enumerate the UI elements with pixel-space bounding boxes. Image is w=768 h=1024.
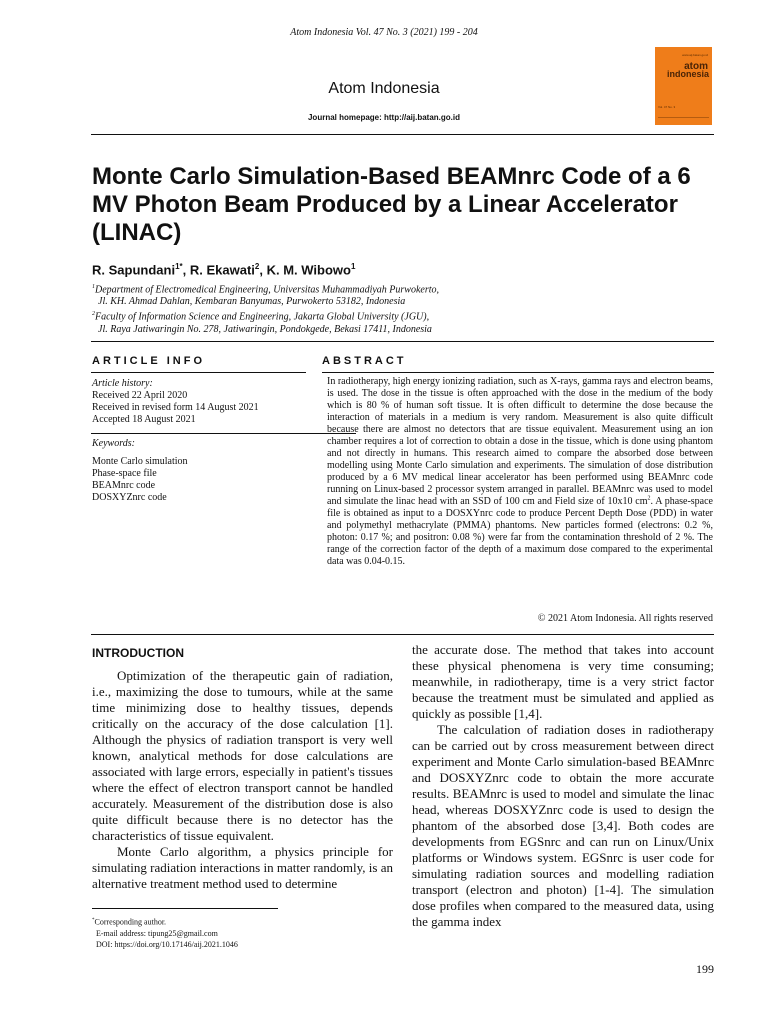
- page-number: 199: [696, 962, 714, 976]
- author-separator: ,: [259, 262, 267, 278]
- body-paragraph: Optimization of the therapeutic gain of radiation, i.e., maximizing the dose to tumours, while at the same time minimizing dose to healthy tissues, depends critically on the accuracy of the dose calculation [1]. Although the physics of radiation transport is very well known, analytical methods for dose calculations are associated with large errors, especially in patient's tissues where the effect of electron transport cannot be handled accurately. Measurement of the distribution dose is also quite difficult because there is no detector has the characteristics of tissue equivalent.: [92, 668, 393, 843]
- footnote-email: E-mail address: tipung25@gmail.com: [96, 928, 218, 938]
- affiliation-text: Jl. KH. Ahmad Dahlan, Kembaran Banyumas, Purwokerto 53182, Indonesia: [98, 296, 406, 308]
- footnote-corresponding: [92, 915, 238, 928]
- copyright: © 2021 Atom Indonesia. All rights reserved: [537, 613, 713, 624]
- affiliations: [92, 281, 712, 336]
- author-affiliation-mark: 1*: [175, 262, 183, 271]
- body-paragraph: the accurate dose. The method that takes into account these physical phenomena is very time consuming; meanwhile, in radiotherapy, time is a very strict factor because the treatment must be simulated and applied as quickly as possible [1,4].: [412, 642, 714, 721]
- footnote-doi: DOI: https://doi.org/10.17146/aij.2021.1046: [96, 939, 238, 949]
- keyword-item: DOSXYZnrc code: [92, 492, 167, 503]
- abstract-heading: ABSTRACT: [322, 355, 407, 367]
- header-rule: [91, 134, 714, 135]
- body-column-left: [92, 668, 393, 892]
- body-paragraph: The calculation of radiation doses in radiotherapy can be carried out by cross measurement between direct experiment and Monte Carlo simulation-based BEAMnrc and DOSXYZnrc code to obtain the more accurate results. BEAMnrc is used to model and simulate the linac head, whereas DOSXYZnrc code is used to design the phantom of the absorbed dose [3,4]. Both codes are developments from EGSnrc and can run on Linux/Unix platforms or Windows system. EGSnrc is user code for simulating radiation sources and modelling radiation transport (electron and photon) [1-4]. The simulation dose profiles when compared to the measured data, using the gamma index: [412, 722, 714, 929]
- affiliation-mark: 2: [92, 311, 95, 318]
- article-history: [92, 378, 259, 426]
- affiliation-text: Department of Electromedical Engineering, Universitas Muhammadiyah Purwokerto,: [95, 284, 440, 296]
- abstract-text-part: In radiotherapy, high energy ionizing radiation, such as X-rays, gamma rays and electron beams, is used. The dose in the tissue is often approached with the dose in the medium of the body which is 80 % of human soft tissue. It is often difficult to determine the dose because the interaction of materials in a medium is very random. Measurement is also quite difficult because there are almost no detectors that are tissue equivalent. Measurement using an ion chamber requires a lot of correction to obtain a dose in the tissue, which is done using phantom and not directly in humans. This research aimed to compare the absorbed dose between modelling using Monte Carlo simulation and experiments. The simulation of dose distribution produced by a 6 MV medical linear accelerator has been performed using BEAMnrc code running on Linux-based 2 processor system arranged in parallel. BEAMnrc was used to model and simulate the linac head with an SSD of 100 cm and Field size of 10x10 cm: [327, 376, 713, 507]
- abstract-bottom-rule: [91, 634, 714, 635]
- keywords-rule: [91, 433, 356, 434]
- affiliation-line: [92, 296, 712, 308]
- history-item: Received in revised form 14 August 2021: [92, 402, 259, 413]
- body-paragraph: Monte Carlo algorithm, a physics principle for simulating radiation interactions in matter randomly, is an alternative treatment method used to determine: [92, 844, 393, 891]
- author-name: R. Ekawati: [189, 262, 255, 278]
- introduction-heading: INTRODUCTION: [92, 646, 184, 660]
- author-name: K. M. Wibowo: [266, 262, 351, 278]
- history-item: Received 22 April 2020: [92, 390, 188, 401]
- footnote-label: Corresponding author.: [94, 917, 167, 927]
- keywords-label: Keywords:: [92, 438, 135, 449]
- footnote: [92, 915, 238, 950]
- affiliation-line: [92, 324, 712, 336]
- abstract-rule: [322, 372, 714, 373]
- affiliation-text: Jl. Raya Jatiwaringin No. 278, Jatiwaringin, Pondokgede, Bekasi 17411, Indonesia: [98, 323, 432, 335]
- author-affiliation-mark: 2: [254, 262, 260, 271]
- footnote-mark: *: [92, 918, 95, 923]
- keyword-item: BEAMnrc code: [92, 480, 156, 491]
- article-info-rule: [91, 372, 306, 373]
- affiliation-line: [92, 281, 712, 296]
- keyword-item: Phase-space file: [92, 468, 157, 479]
- article-title: Monte Carlo Simulation-Based BEAMnrc Code of a 6 MV Photon Beam Produced by a Linear Accelerator (LINAC): [92, 163, 691, 246]
- history-label: Article history:: [92, 378, 153, 389]
- superscript: 2: [647, 495, 651, 502]
- affiliation-text: Faculty of Information Science and Engineering, Jakarta Global University (JGU),: [95, 311, 430, 323]
- author-list: [92, 262, 355, 277]
- keywords: [92, 438, 188, 504]
- journal-homepage: Journal homepage: http://aij.batan.go.id: [307, 113, 460, 122]
- cover-title-indonesia: indonesia: [666, 69, 709, 79]
- author-separator: ,: [182, 262, 190, 278]
- abstract-text: [327, 376, 713, 568]
- article-info-heading: ARTICLE INFO: [92, 355, 205, 367]
- cover-url: www.aij.batan.go.id: [682, 53, 708, 57]
- abstract-text-part: . A phase-space file is obtained as input to a DOSXYnrc code to produce Percent Depth Dose (PDD) in water and polymethyl methacrylate (PMMA) phantoms. New particles formed (electrons: 0.2 %, photon: 0.17 %; and positron: 0.08 %) were far from the contamination threshold of 2 %. The range of the correction factor of the depth of a maximum dose compared to the experimental data was 0.04-0.15.: [327, 496, 713, 567]
- affiliation-line: [92, 308, 712, 323]
- body-column-right: [412, 642, 714, 930]
- author-affiliation-mark: 1: [350, 262, 356, 271]
- keyword-item: Monte Carlo simulation: [92, 456, 188, 467]
- cover-title-atom: atom: [684, 61, 708, 72]
- affiliation-mark: 1: [92, 284, 95, 290]
- footnote-rule: [92, 908, 278, 909]
- author-name: R. Sapundani: [92, 262, 176, 278]
- running-head: Atom Indonesia Vol. 47 No. 3 (2021) 199 - 204: [290, 27, 478, 38]
- cover-volume: Vol. 47 No. 3: [658, 105, 676, 109]
- history-item: Accepted 18 August 2021: [92, 414, 196, 425]
- journal-name: Atom Indonesia: [328, 80, 440, 97]
- section-rule: [91, 341, 714, 342]
